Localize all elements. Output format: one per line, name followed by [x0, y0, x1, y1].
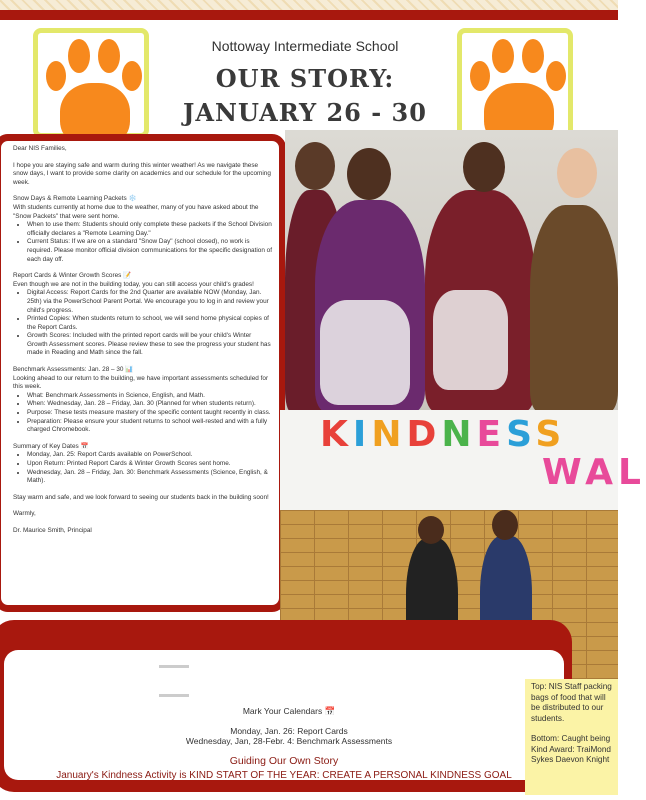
section-bullet: • When to use them: Students should only complete these packets if the School Division officially declares a "Remote Learning Day." [27, 221, 273, 238]
section-bullet: • Growth Scores: Included with the printed report cards will be your child's Winter Growth Assessment scores. Please review these to see the progress your student has made in Reading and Math since the fall. [27, 332, 273, 358]
section-heading: Report Cards & Winter Growth Scores 📝 [13, 272, 132, 280]
kindness-letter: S [535, 414, 567, 455]
section-bullet: • Upon Return: Printed Report Cards & Winter Growth Scores sent home. [27, 460, 273, 469]
letter-section [13, 272, 273, 358]
decorative-pattern-band [0, 0, 618, 10]
caption-bottom: Bottom: Caught being Kind Award: TraiMond Sykes Daevon Knight [531, 734, 611, 764]
principal-letter [0, 134, 286, 612]
paw-logo-right [457, 28, 573, 138]
section-bullet: • Preparation: Please ensure your student returns to school well-rested and with a fully charged Chromebook. [27, 418, 273, 435]
section-heading: Benchmark Assessments: Jan. 28 – 30 📊 [13, 366, 134, 374]
section-bullet: • Current Status: If we are on a standard "Snow Day" (school closed), no work is required. Please monitor official division communications for the specific designation of each day off. [27, 238, 273, 264]
letter-section [13, 195, 273, 264]
kindness-activity: January's Kindness Activity is KIND START OF THE YEAR: CREATE A PERSONAL KINDNESS GOAL [56, 770, 512, 781]
section-bullet: • Monday, Jan. 25: Report Cards available on PowerSchool. [27, 451, 273, 460]
section-text: Even though we are not in the building today, you can still access your child's grades! [13, 280, 254, 288]
kindness-letter: D [406, 414, 442, 455]
calendar-heading: Mark Your Calendars 📅 [242, 706, 336, 716]
guiding-title: Guiding Our Own Story [229, 755, 339, 767]
section-bullet: • Wednesday, Jan. 28 – Friday, Jan. 30: Benchmark Assessments (Science, English, & Math). [27, 469, 273, 486]
kindness-letter: S [506, 414, 536, 455]
kindness-letter: N [371, 414, 407, 455]
header-red-bar [0, 10, 618, 20]
photo-staff-food-bags [285, 130, 618, 412]
kindness-letter: E [476, 414, 507, 455]
section-heading: Snow Days & Remote Learning Packets ❄️ [13, 195, 137, 203]
kindness-letter: N [441, 414, 477, 455]
school-name: Nottoway Intermediate School [211, 38, 399, 54]
section-text: Looking ahead to our return to the building, we have important assessments scheduled for this week. [13, 374, 269, 391]
letter-signature: Dr. Maurice Smith, Principal [13, 526, 92, 534]
section-heading: Summary of Key Dates 📅 [13, 442, 89, 450]
kindness-letter: K [320, 414, 353, 455]
photo-caption [525, 679, 618, 795]
calendar-line-1: Monday, Jan. 26: Report Cards [230, 726, 348, 736]
section-bullet: • Purpose: These tests measure mastery of the specific content taught recently in class. [27, 409, 273, 418]
section-text: With students currently at home due to the weather, many of you have asked about the "Snow Packets" that were sent home. [13, 203, 259, 220]
section-bullet: • Digital Access: Report Cards for the 2nd Quarter are available NOW (Monday, Jan. 25th) via the PowerSchool Parent Portal. We encourage you to log in and review your child's progress. [27, 289, 273, 315]
section-bullet: • What: Benchmark Assessments in Science, English, and Math. [27, 392, 273, 401]
calendar-panel [0, 620, 572, 792]
calendar-line-2: Wednesday, Jan, 28-Febr. 4: Benchmark Assessments [185, 736, 393, 746]
paw-logo-left [33, 28, 149, 138]
newsletter-dates: JANUARY 26 - 30 [183, 98, 427, 127]
letter-closing: Stay warm and safe, and we look forward to seeing our students back in the building soon! [13, 493, 269, 501]
letter-section [13, 443, 273, 486]
letter-greeting: Dear NIS Families, [13, 145, 67, 152]
newsletter-title: OUR STORY: [215, 64, 395, 93]
kindness-letter: I [352, 414, 372, 455]
section-bullet: • Printed Copies: When students return to school, we will send home physical copies of the Report Cards. [27, 315, 273, 332]
letter-intro: I hope you are staying safe and warm during this winter weather! As we navigate these snow days, I want to provide some clarity on academics and our schedule for the upcoming week. [13, 161, 271, 186]
letter-section [13, 366, 273, 435]
kindness-wall-sign [320, 414, 566, 455]
kindness-wall-sign-2: WAL [542, 452, 646, 493]
letter-signoff: Warmly, [13, 510, 36, 518]
caption-top: Top: NIS Staff packing bags of food that will be distributed to our students. [531, 682, 612, 723]
section-bullet: • When: Wednesday, Jan. 28 – Friday, Jan. 30 (Planned for when students return). [27, 400, 273, 409]
